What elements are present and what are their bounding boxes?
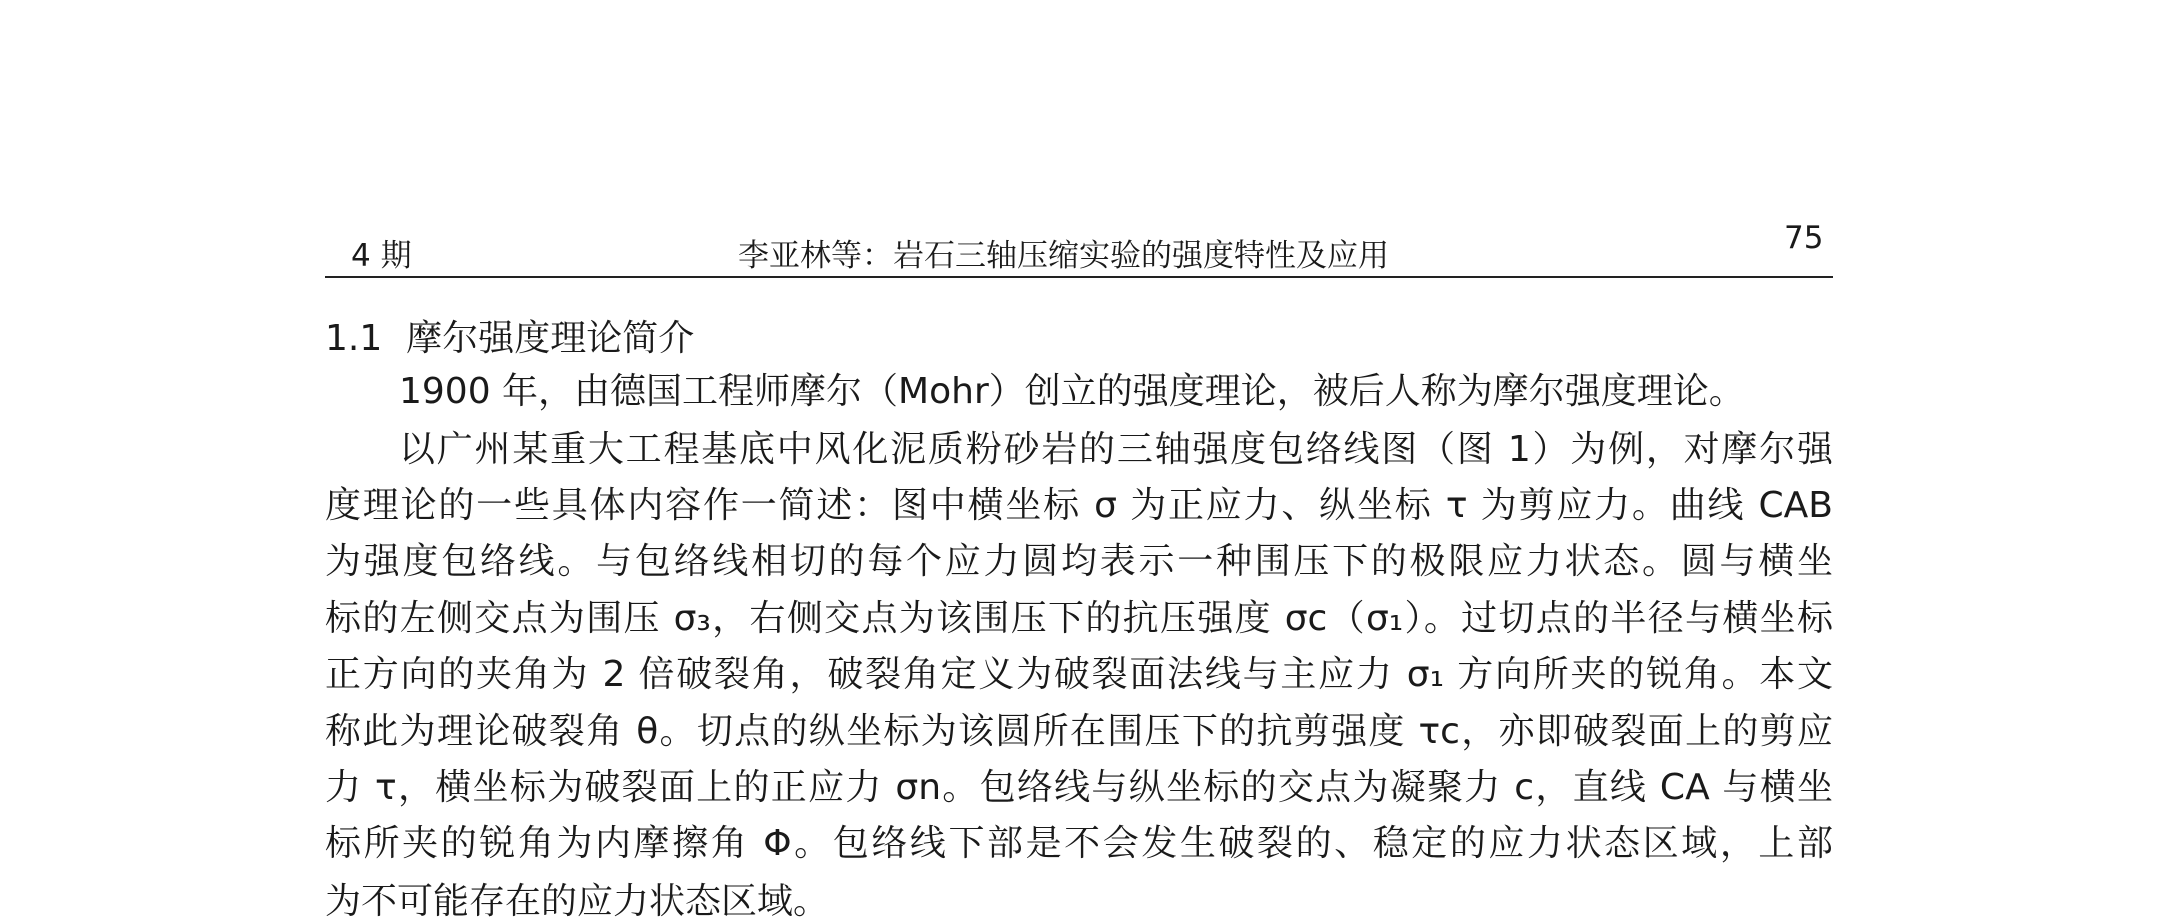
- paragraph-2-line-9: 为不可能存在的应力状态区域。: [325, 881, 830, 922]
- issue-label: 4 期: [351, 238, 412, 274]
- page-number: 75: [1784, 220, 1824, 256]
- paragraph-2-line-4: 标的左侧交点为围压 σ₃，右侧交点为该围压下的抗压强度 σc（σ₁）。过切点的半径与横坐标: [325, 598, 1833, 639]
- section-title: 摩尔强度理论简介: [406, 318, 695, 359]
- paragraph-2-line-2: 度理论的一些具体内容作一简述：图中横坐标 σ 为正应力、纵坐标 τ 为剪应力。曲线 CAB: [325, 485, 1833, 526]
- paragraph-2-line-7: 力 τ，横坐标为破裂面上的正应力 σn。包络线与纵坐标的交点为凝聚力 c，直线 CA 与横坐: [325, 767, 1833, 808]
- section-heading: [325, 310, 694, 361]
- paragraph-2-line-8: 标所夹的锐角为内摩擦角 Φ。包络线下部是不会发生破裂的、稳定的应力状态区域，上部: [325, 823, 1833, 864]
- running-title: 李亚林等：岩石三轴压缩实验的强度特性及应用: [738, 238, 1389, 274]
- running-head: [325, 220, 1833, 278]
- paragraph-1-line: 1900 年，由德国工程师摩尔（Mohr）创立的强度理论，被后人称为摩尔强度理论。: [399, 371, 1745, 412]
- paragraph-2-line-3: 为强度包络线。与包络线相切的每个应力圆均表示一种围压下的极限应力状态。圆与横坐: [325, 541, 1833, 582]
- paragraph-2-line-5: 正方向的夹角为 2 倍破裂角，破裂角定义为破裂面法线与主应力 σ₁ 方向所夹的锐角。本文: [325, 654, 1833, 695]
- section-number: 1.1: [325, 318, 383, 359]
- paragraph-2-line-6: 称此为理论破裂角 θ。切点的纵坐标为该圆所在围压下的抗剪强度 τc，亦即破裂面上的剪应: [325, 711, 1833, 752]
- paragraph-2-line-1: 以广州某重大工程基底中风化泥质粉砂岩的三轴强度包络线图（图 1）为例，对摩尔强: [399, 429, 1833, 470]
